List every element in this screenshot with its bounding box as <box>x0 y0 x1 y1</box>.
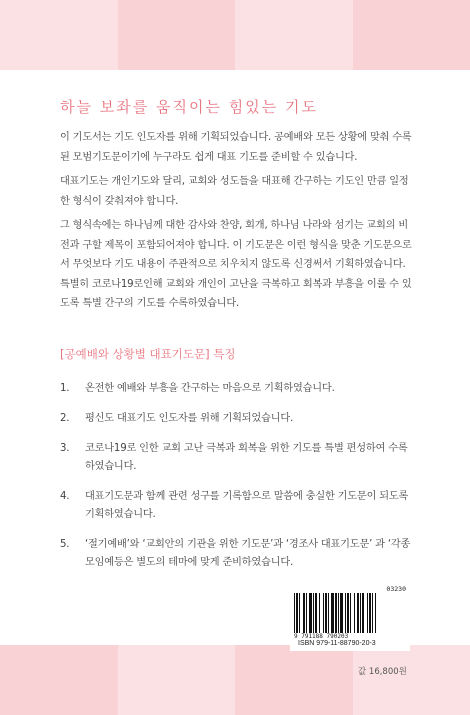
feature-item <box>60 410 416 428</box>
feature-text: 평신도 대표기도 인도자를 위해 기획되었습니다. <box>85 413 294 424</box>
band-tile <box>0 645 118 715</box>
band-tile <box>118 0 236 70</box>
barcode-addon: 03230 <box>386 585 406 593</box>
feature-text: ‘절기예배’와 ‘교회안의 기관을 위한 기도문’과 ‘경조사 대표기도문’ 과 ‘각종 모임예등은 별도의 테마에 맞게 준비하였습니다. <box>85 539 411 568</box>
band-tile <box>0 0 118 70</box>
barcode-digits: 9 791188 790203 <box>294 633 349 640</box>
feature-text: 대표기도문과 함께 관련 성구를 기록함으로 말씀에 충실한 기도문이 되도록 기획하였습니다. <box>85 491 409 520</box>
band-tile <box>353 0 470 70</box>
band-tile <box>235 645 353 715</box>
feature-number: 2. <box>60 413 70 424</box>
feature-number: 5. <box>60 539 70 550</box>
feature-item <box>60 440 416 476</box>
top-decorative-band <box>0 0 470 70</box>
feature-item <box>60 536 416 572</box>
isbn-text: ISBN 979-11-88790-20-3 <box>298 640 376 647</box>
isbn-barcode <box>290 585 410 651</box>
feature-item <box>60 488 416 524</box>
features-title: [공예배와 상황별 대표기도문] 특징 <box>60 347 236 361</box>
band-tile <box>118 645 236 715</box>
feature-text: 코로나19로 인한 교회 고난 극복과 회복을 위한 기도를 특별 편성하여 수록하였습니다. <box>85 443 408 472</box>
bottom-decorative-band <box>0 645 470 715</box>
feature-number: 1. <box>60 383 70 394</box>
feature-number: 4. <box>60 491 70 502</box>
intro-paragraph: 이 기도서는 기도 인도자를 위해 기획되었습니다. 공예배와 모든 상황에 맞춰 수록된 모범기도문이기에 누구라도 쉽게 대표 기도를 준비할 수 있습니다. <box>60 132 412 163</box>
band-tile <box>353 645 470 715</box>
band-tile <box>235 0 353 70</box>
feature-item <box>60 380 416 398</box>
feature-text: 온전한 예배와 부흥을 간구하는 마음으로 기획하였습니다. <box>85 383 335 394</box>
feature-number: 3. <box>60 443 70 454</box>
intro-paragraph: 그 형식속에는 하나님께 대한 감사와 찬양, 회개, 하나님 나라와 섬기는 교회의 비전과 구할 제목이 포함되어져야 합니다. 이 기도문은 이런 형식을 맞춘 기도문으로서 무엇보다 기도 내용이 주관적으로 치우치지 않도록 신경써서 기획하였습니다. 특별히 코로나19로인해 교회와 개인이 고난을 극복하고 회복과 부흥을 이룰 수 있도록 특별 간구의 기도를 수록하였습니다. <box>60 220 412 309</box>
intro-paragraph: 대표기도는 개인기도와 달리, 교회와 성도들을 대표해 간구하는 기도인 만큼 일정한 형식이 갖춰져야 합니다. <box>60 176 409 207</box>
headline: 하늘 보좌를 움직이는 힘있는 기도 <box>60 98 318 116</box>
intro-text <box>60 128 412 319</box>
price-label: 값 16,800원 <box>358 667 407 677</box>
barcode-bars <box>294 593 406 633</box>
features-list <box>60 380 416 584</box>
